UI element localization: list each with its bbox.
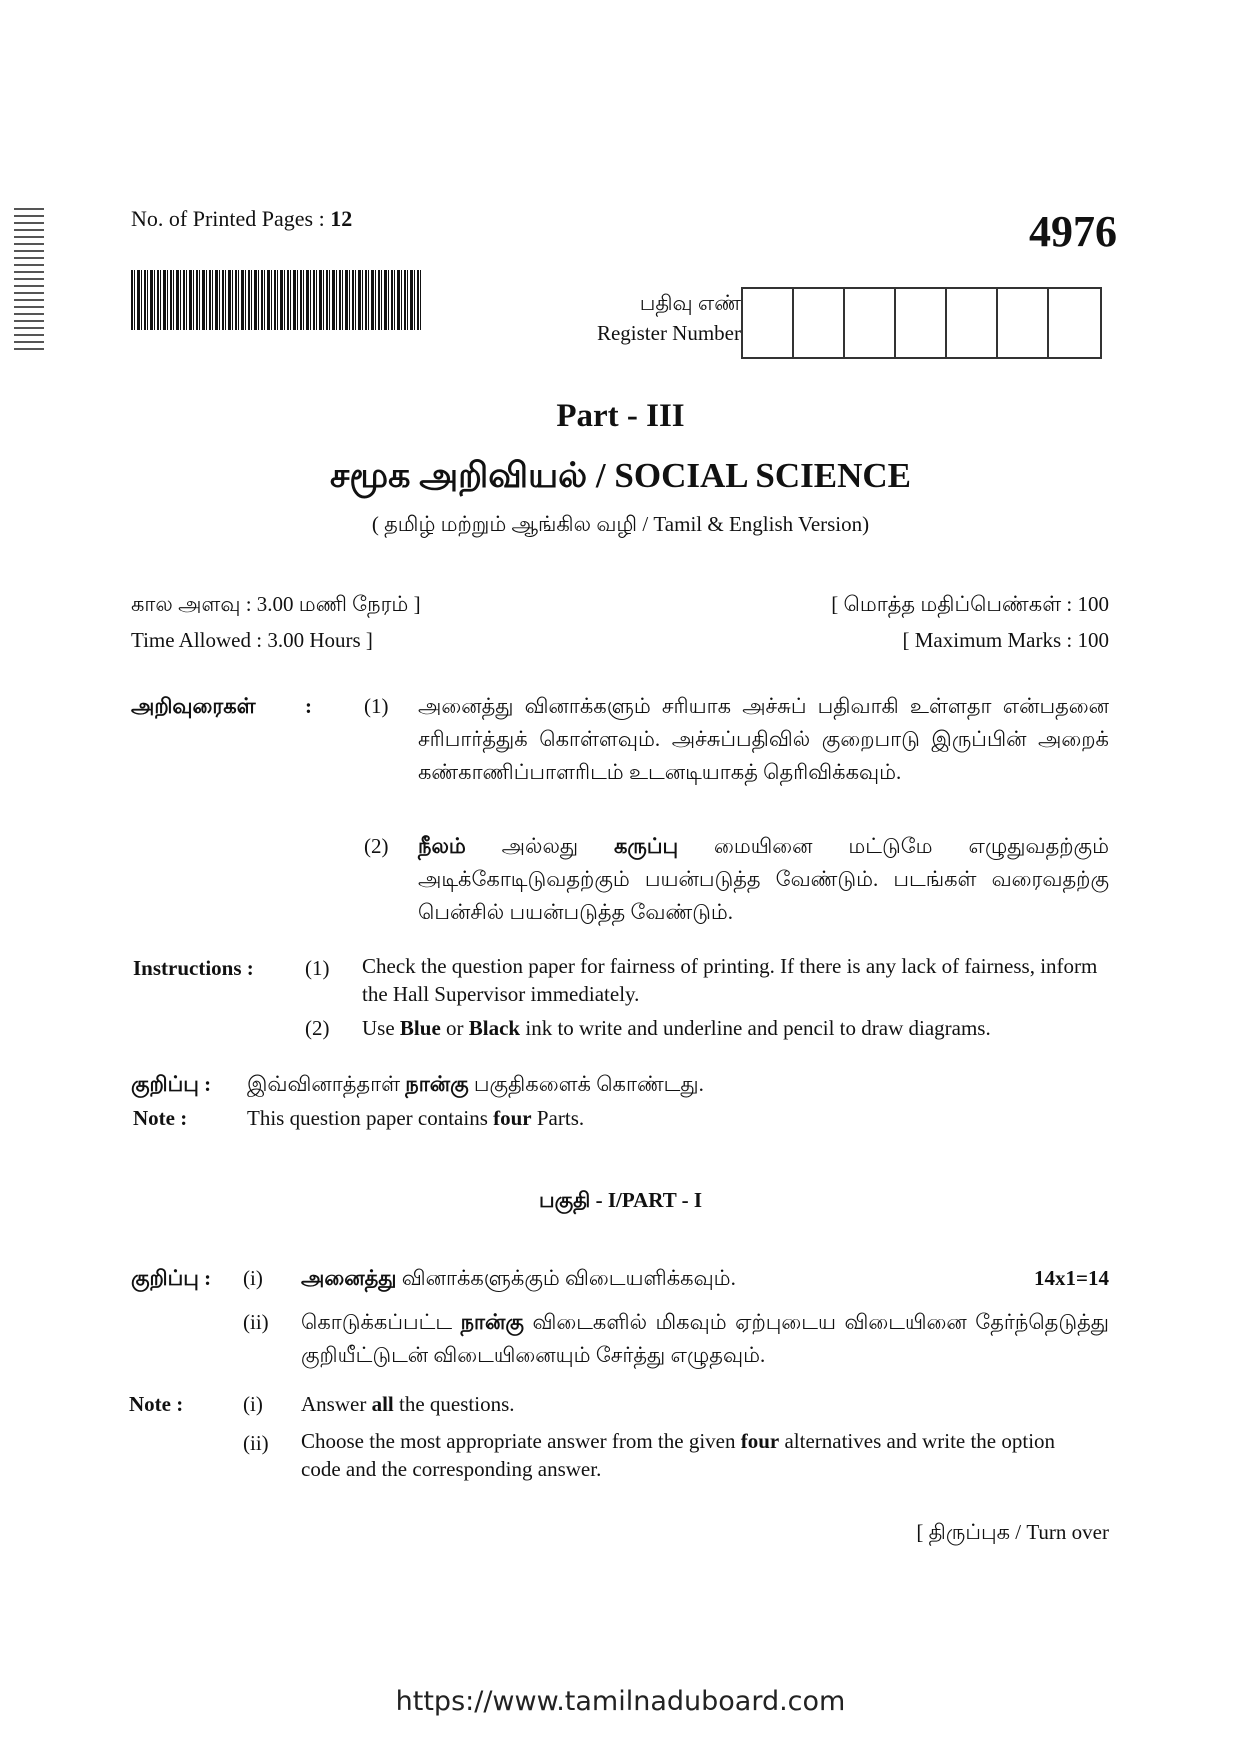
part1-note-english-label: Note :	[129, 1392, 184, 1416]
note-english-label: Note :	[133, 1106, 188, 1130]
text-run: கொடுக்கப்பட்ட	[301, 1310, 461, 1334]
instruction-english-number: (1)	[305, 956, 330, 980]
part1-note-tamil-text	[301, 1306, 1109, 1372]
maximum-marks	[831, 586, 1109, 658]
text-run: Use	[362, 1016, 400, 1040]
register-box[interactable]	[1049, 289, 1100, 357]
printed-pages-label: No. of Printed Pages :	[131, 206, 331, 231]
text-run: Choose the most appropriate answer from the given	[301, 1429, 741, 1453]
register-number-boxes	[741, 287, 1102, 359]
register-box[interactable]	[743, 289, 794, 357]
maximum-marks-tamil: [ மொத்த மதிப்பெண்கள் : 100	[831, 592, 1109, 616]
note-english-text	[247, 1102, 584, 1135]
part1-note-tamil-text	[301, 1262, 736, 1295]
part1-note-english-text	[301, 1388, 515, 1421]
bold-text: four	[740, 1429, 780, 1453]
part1-note-tamil-label: குறிப்பு :	[131, 1266, 212, 1290]
text-run: ink to write and underline and pencil to draw diagrams.	[520, 1016, 991, 1040]
subject-title: சமூக அறிவியல் / SOCIAL SCIENCE	[329, 456, 912, 495]
bold-text: நீலம்	[418, 834, 466, 858]
text-run: alternatives and write the option code and the corresponding answer.	[301, 1429, 1056, 1481]
note-tamil-label: குறிப்பு :	[131, 1072, 212, 1096]
text-run: the questions.	[393, 1392, 515, 1416]
bold-text: four	[493, 1106, 532, 1130]
part1-marks: 14x1=14	[1034, 1266, 1109, 1290]
register-number-label	[597, 288, 741, 348]
margin-tick-marks	[14, 208, 44, 354]
part-title: Part - III	[556, 398, 685, 434]
text-run: This question paper contains	[247, 1106, 494, 1130]
register-box[interactable]	[998, 289, 1049, 357]
time-allowed-tamil: கால அளவு : 3.00 மணி நேரம் ]	[131, 592, 421, 616]
website-url[interactable]: https://www.tamilnaduboard.com	[395, 1686, 846, 1717]
bold-text: Blue	[399, 1016, 441, 1040]
instructions-english-label: Instructions :	[133, 956, 254, 980]
section-title: பகுதி - I/PART - I	[538, 1188, 703, 1212]
text-run: Answer	[301, 1392, 372, 1416]
bold-text: நான்கு	[460, 1310, 524, 1334]
barcode	[131, 270, 421, 330]
time-allowed-english: Time Allowed : 3.00 Hours ]	[131, 628, 373, 652]
note-tamil-text	[247, 1068, 704, 1101]
printed-pages	[131, 206, 352, 232]
maximum-marks-english: [ Maximum Marks : 100	[902, 628, 1109, 652]
bold-text: all	[371, 1392, 394, 1416]
bold-text: அனைத்து	[301, 1266, 397, 1290]
bold-text: Black	[468, 1016, 521, 1040]
register-box[interactable]	[947, 289, 998, 357]
text-run: பகுதிகளைக் கொண்டது.	[468, 1072, 704, 1096]
bold-text: கருப்பு	[613, 834, 679, 858]
text-run: or	[440, 1016, 469, 1040]
register-box[interactable]	[794, 289, 845, 357]
printed-pages-value: 12	[330, 206, 353, 231]
part1-note-tamil-number: (ii)	[243, 1310, 269, 1334]
instruction-tamil-text	[418, 830, 1109, 929]
instructions-tamil-colon: :	[305, 694, 312, 718]
part1-note-english-text	[301, 1427, 1081, 1483]
text-run: இவ்வினாத்தாள்	[247, 1072, 406, 1096]
turn-over-label: [ திருப்புக / Turn over	[916, 1520, 1109, 1544]
instruction-english-number: (2)	[305, 1016, 330, 1040]
part1-note-english-number: (ii)	[243, 1431, 269, 1455]
text-run: Parts.	[531, 1106, 585, 1130]
instruction-english-text	[362, 1012, 1122, 1045]
register-label-english: Register Number	[596, 321, 741, 345]
paper-code: 4976	[1029, 207, 1117, 256]
register-label-tamil: பதிவு எண்	[639, 291, 741, 315]
register-box[interactable]	[896, 289, 947, 357]
part1-note-tamil-number: (i)	[243, 1266, 263, 1290]
text-run: விடைகளில் மிகவும் ஏற்புடைய விடையினை தேர்ந்தெடுத்து குறியீட்டுடன் விடையினையும் சேர்த்து எழுதவும்.	[301, 1310, 1109, 1367]
text-run: மையினை மட்டுமே எழுதுவதற்கும் அடிக்கோடிடுவதற்கும் பயன்படுத்த வேண்டும். படங்கள் வரைவதற்கு பென்சில் பயன்படுத்த வேண்டும்.	[418, 834, 1109, 924]
instruction-tamil-text: அனைத்து வினாக்களும் சரியாக அச்சுப் பதிவாகி உள்ளதா என்பதனை சரிபார்த்துக் கொள்ளவும். அச்சுப்பதிவில் குறைபாடு இருப்பின் அறைக் கண்காணிப்பாளரிடம் உடனடியாகத் தெரிவிக்கவும்.	[418, 694, 1109, 784]
text-run: அல்லது	[465, 834, 614, 858]
bold-text: நான்கு	[405, 1072, 469, 1096]
instruction-english-text: Check the question paper for fairness of printing. If there is any lack of fairness, inform the Hall Supervisor immediately.	[362, 954, 1098, 1006]
time-allowed	[131, 586, 421, 658]
instruction-tamil-number: (1)	[364, 694, 389, 718]
part1-note-english-number: (i)	[243, 1392, 263, 1416]
register-box[interactable]	[845, 289, 896, 357]
instructions-tamil-label: அறிவுரைகள்	[131, 694, 256, 718]
instruction-tamil-number: (2)	[364, 834, 389, 858]
text-run: வினாக்களுக்கும் விடையளிக்கவும்.	[396, 1266, 736, 1290]
version-subtitle: ( தமிழ் மற்றும் ஆங்கில வழி / Tamil & English Version)	[371, 512, 870, 536]
